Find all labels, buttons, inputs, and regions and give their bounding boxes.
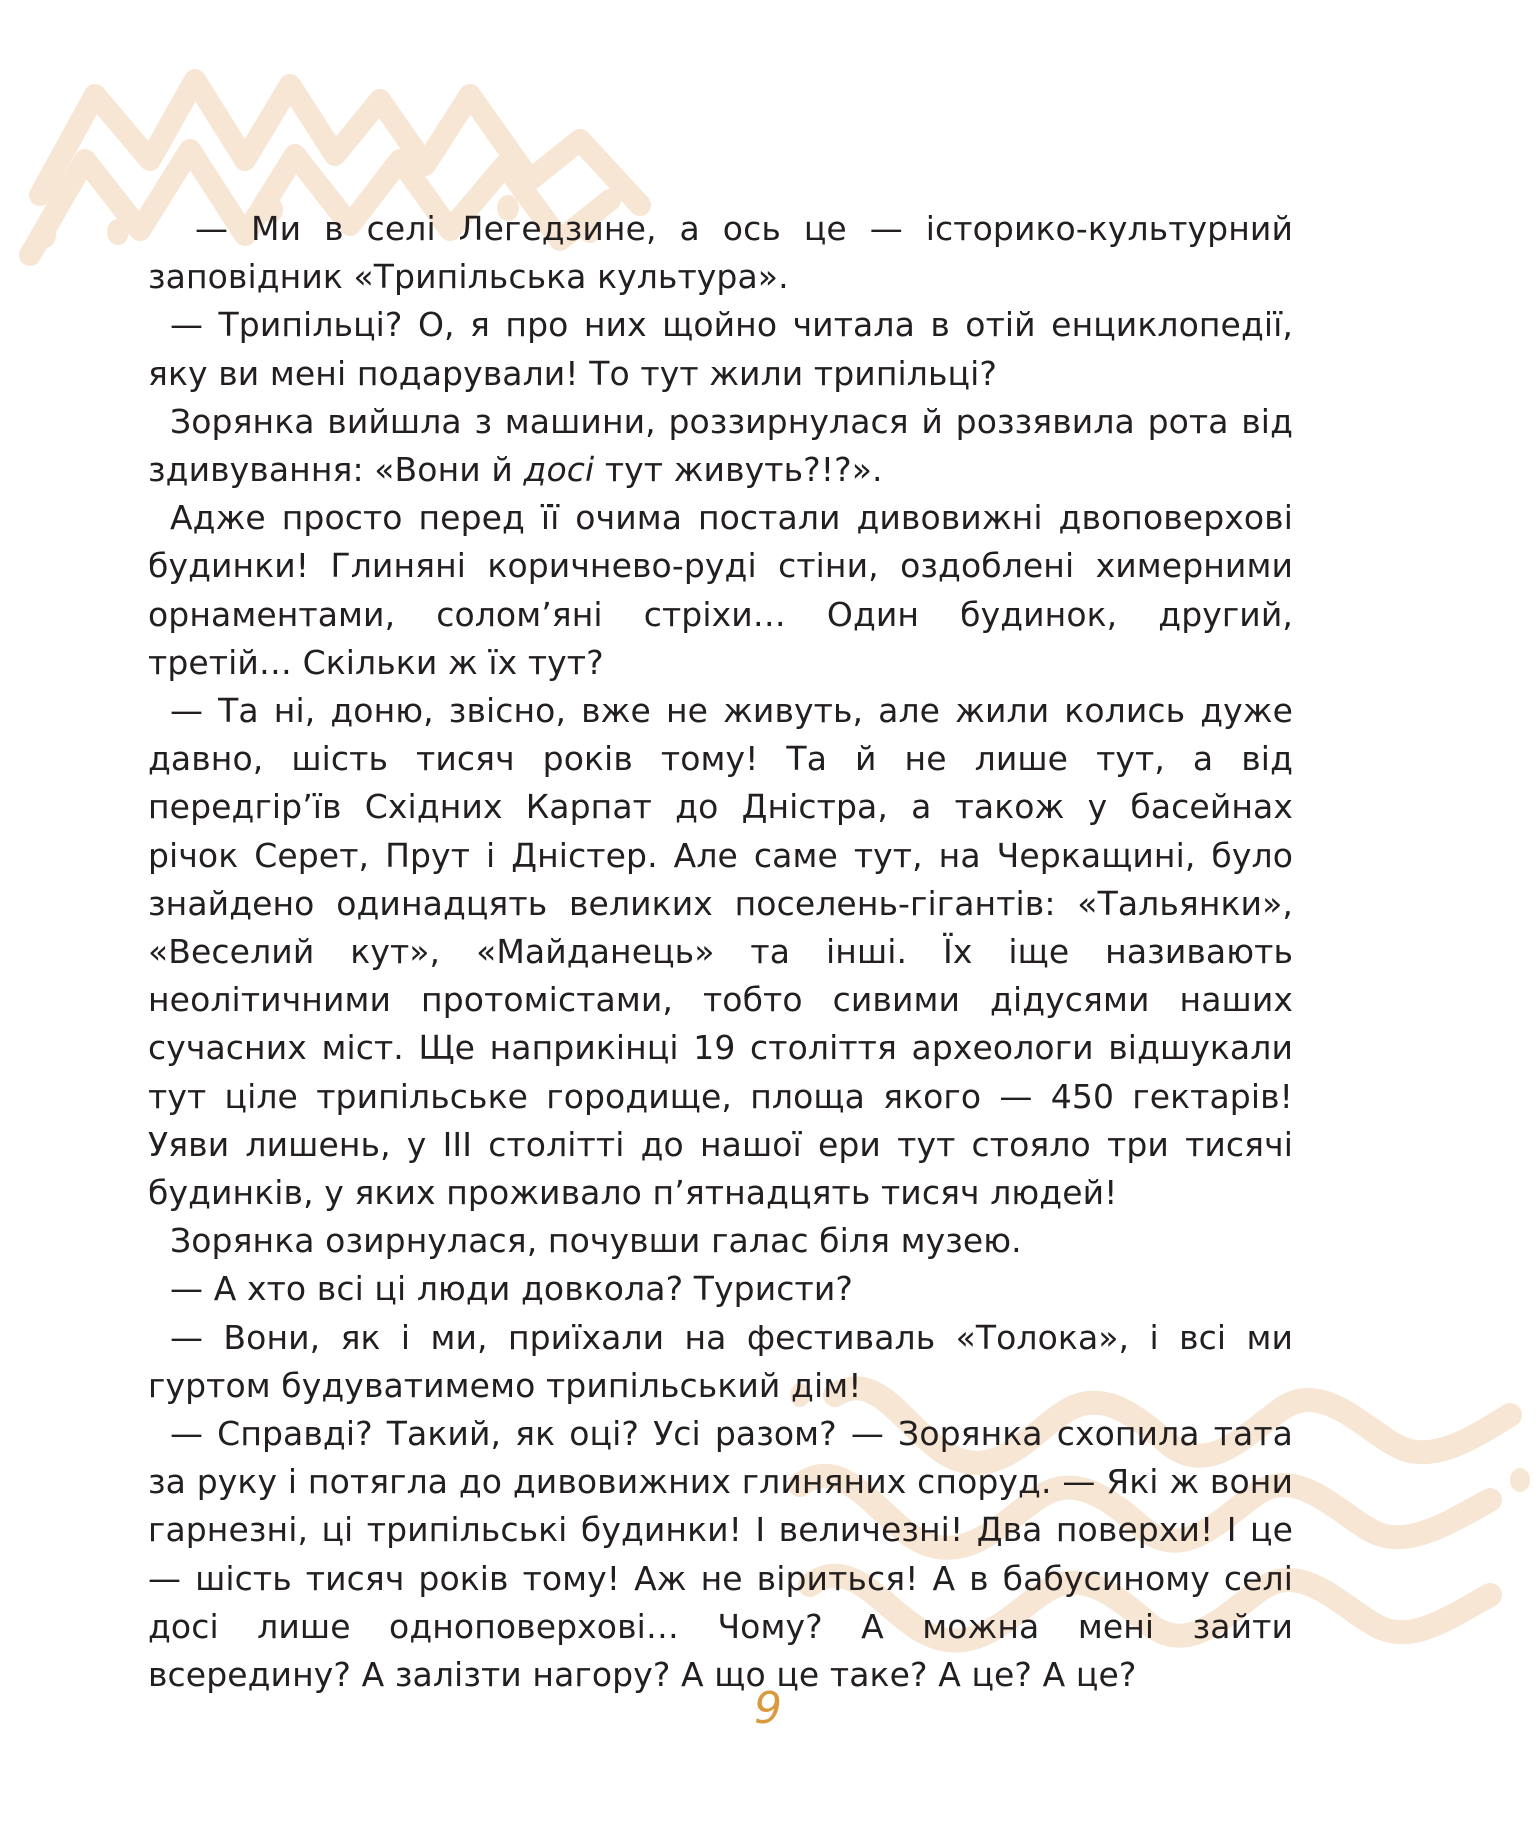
paragraph: — Та ні, доню, звісно, вже не живуть, але жили колись дуже давно, шість тисяч років тому! Та й не лише тут, а від передгір’їв Східних Карпат до Дністра, а також у басейнах річок Серет, Прут і Дністер. Але саме тут, на Черкащині, було знайдено одинадцять великих поселень-гігантів: «Тальянки», «Веселий кут», «Майданець» та інші. Їх іще називають неолітичними протомістами, тобто сивими дідусями наших сучасних міст. Ще наприкінці 19 століття археологи відшукали тут ціле трипільське городище, площа якого — 450 гектарів! Уяви лишень, у ІІІ столітті до нашої ери тут стояло три тисячі будинків, у яких проживало п’ятнадцять тисяч людей! <box>148 691 1293 1213</box>
italic-word: досі <box>523 450 595 490</box>
page-number: 9 <box>754 1683 782 1734</box>
paragraph: Зорянка озирнулася, почувши галас біля музею. <box>170 1221 1022 1261</box>
paragraph-text: тут живуть?!?». <box>594 450 883 490</box>
story-text <box>148 205 1293 1699</box>
paragraph-text: Зорянка вийшла з машини, роззирнулася й роззявила рота від здивування: «Вони й <box>148 401 1293 490</box>
paragraph: Адже просто перед її очима постали дивовижні двоповерхові будинки! Глиняні коричнево-руді стіни, оздоблені химерними орнаментами, солом’яні стріхи… Один будинок, другий, третій… Скільки ж їх тут? <box>148 498 1293 682</box>
paragraph <box>148 398 1293 494</box>
paragraph: — Ми в селі Легедзине, а ось це — історико-культурний заповідник «Трипільська культура». <box>148 209 1293 297</box>
paragraph: — Справді? Такий, як оці? Усі разом? — Зорянка схопила тата за руку і потягла до дивовижних глиняних споруд. — Які ж вони гарнезні, ці трипільські будинки! І величезні! Два поверхи! І це — шість тисяч років тому! Аж не віриться! А в бабусиному селі досі лише одноповерхові… Чому? А можна мені зайти всередину? А залізти нагору? А що це таке? А це? А це? <box>148 1414 1293 1695</box>
paragraph: — А хто всі ці люди довкола? Туристи? <box>170 1269 853 1309</box>
paragraph: — Трипільці? О, я про них щойно читала в отій енциклопедії, яку ви мені подарували! То тут жили трипільці? <box>148 305 1293 393</box>
paragraph: — Вони, як і ми, приїхали на фестиваль «Толока», і всі ми гуртом будуватимемо трипільський дім! <box>148 1317 1293 1405</box>
